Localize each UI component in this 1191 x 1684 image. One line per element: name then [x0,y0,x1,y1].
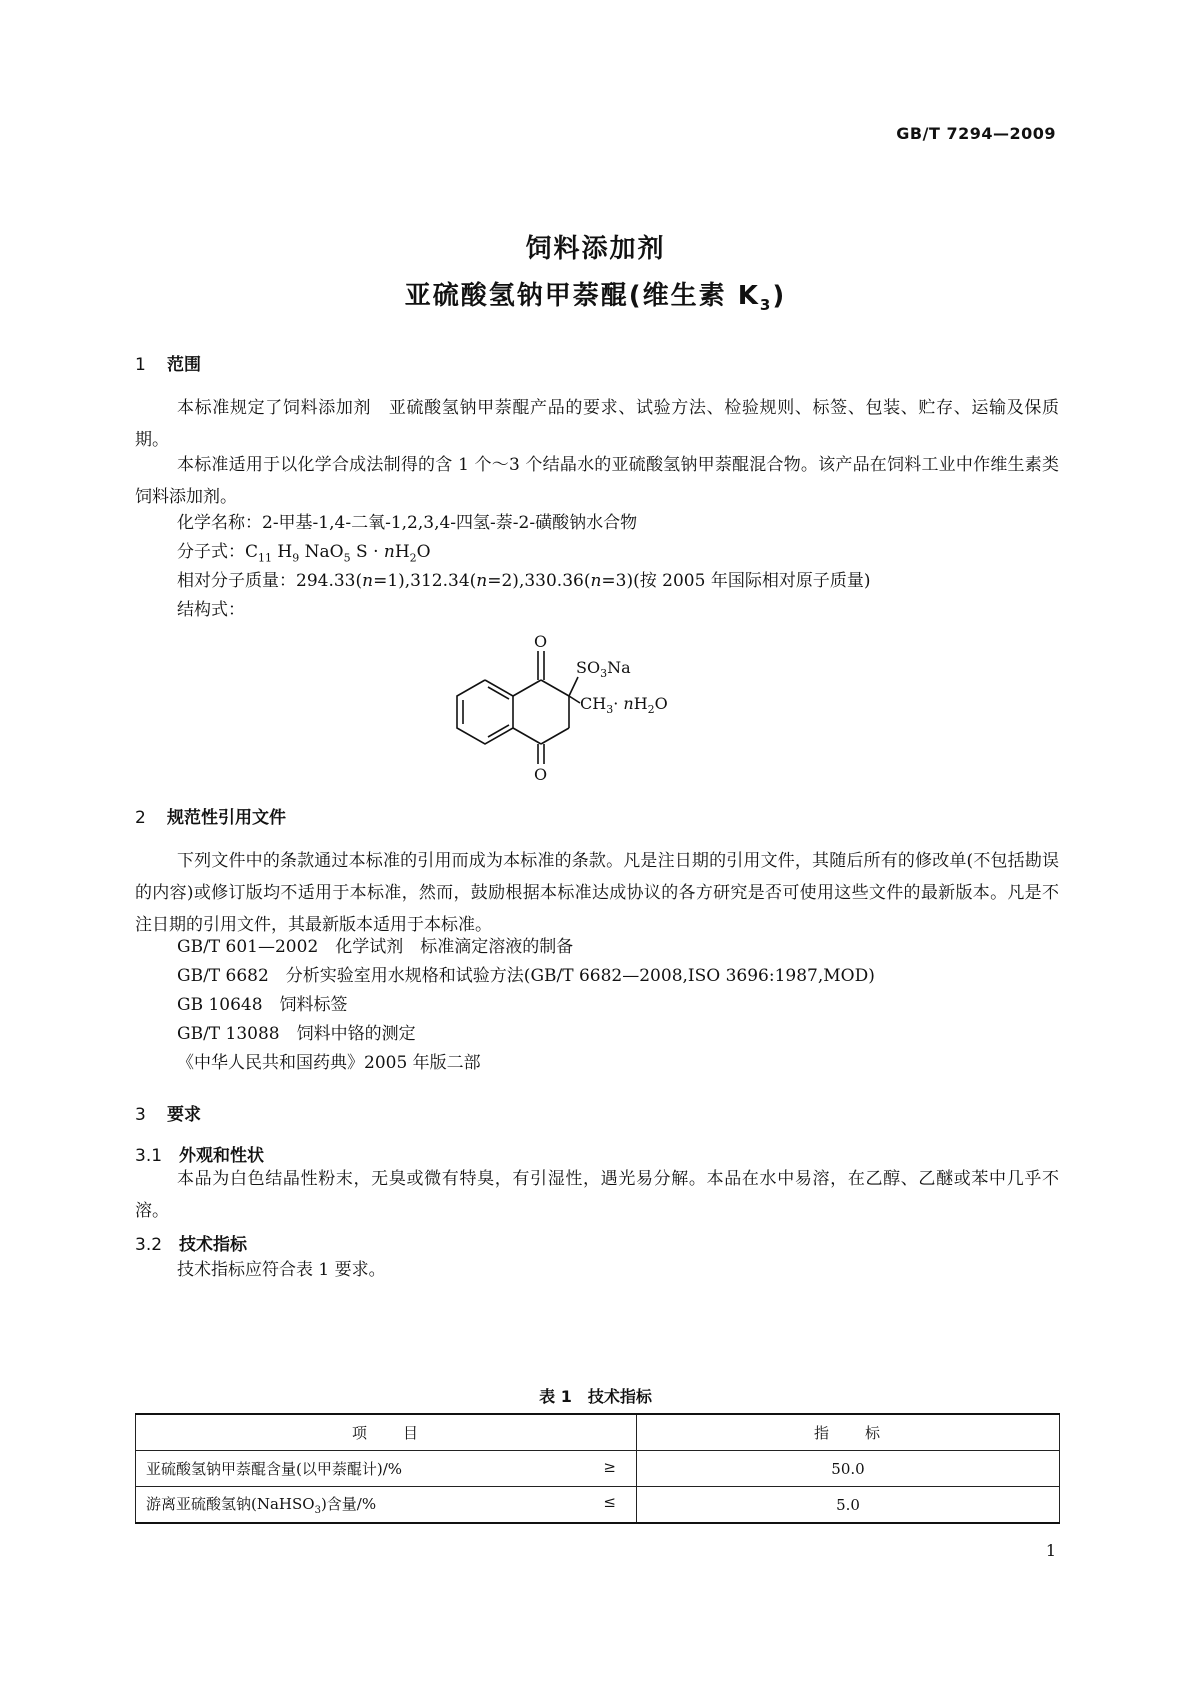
ch3-label: $CH_3\cdot nH_2O$ [580,694,668,716]
reference-item: GB/T 6682 分析实验室用水规格和试验方法(GB/T 6682—2008,ISO 3696:1987,MOD) [177,966,875,986]
tech-intro: 技术指标应符合表 1 要求。 [177,1260,386,1280]
section-3-1-heading: 3.1 外观和性状 [135,1146,264,1166]
bond [541,680,569,696]
bond [569,677,578,696]
bond [541,728,569,744]
carbonyl-o-top: O [534,632,548,651]
structure-label: 结构式： [177,600,245,620]
table-header-row [136,1414,1060,1451]
references-intro: 下列文件中的条款通过本标准的引用而成为本标准的条款。凡是注日期的引用文件，其随后所有的修改单(不包括勘误的内容)或修订版均不适用于本标准，然而，鼓励根据本标准达成协议的各方研究是否可使用这些文件的最新版本。凡是不注日期的引用文件，其最新版本适用于本标准。 [135,851,1059,935]
section-2-heading: 2 规范性引用文件 [135,808,286,828]
scope-paragraph-1: 本标准规定了饲料添加剂 亚硫酸氢钠甲萘醌产品的要求、试验方法、检验规则、标签、包装、贮存、运输及保质期。 [135,398,1059,450]
bond [569,696,580,703]
reference-item: GB 10648 饲料标签 [177,995,348,1015]
table-row [136,1451,1060,1487]
double-bond [488,725,509,737]
bond [513,728,541,744]
title-line-2: 亚硫酸氢钠甲萘醌(维生素 $K_3$) [404,281,787,315]
bond [513,680,541,696]
page-number: 1 [1045,1541,1056,1560]
row-value: 50.0 [637,1451,1060,1487]
benzene-ring [457,680,513,744]
structure-bonds [457,651,580,764]
molecular-mass: 相对分子质量：294.33(n=1),312.34(n=2),330.36(n=3)(按 2005 年国际相对原子质量) [177,571,871,591]
so3na-label: $SO_3Na$ [576,658,631,680]
structural-formula [410,625,690,785]
title-line-1: 饲料添加剂 [525,234,666,264]
table-caption: 表 1 技术指标 [539,1387,652,1406]
row-value: 5.0 [637,1487,1060,1524]
chemical-name: 化学名称：2-甲基-1,4-二氧-1,2,3,4-四氢-萘-2-磺酸钠水合物 [177,513,638,533]
row-item: 亚硫酸氢钠甲萘醌含量(以甲萘醌计)/% ≥ [136,1451,637,1487]
reference-item: 《中华人民共和国药典》2005 年版二部 [177,1053,481,1073]
table-row [136,1487,1060,1524]
spec-table [135,1413,1060,1524]
row-item: 游离亚硫酸氢钠(NaHSO$_3$)含量/% ≤ [136,1487,637,1524]
section-1-heading: 1 范围 [135,355,201,375]
carbonyl-o-bottom: O [534,765,548,784]
header-value: 指 标 [637,1414,1060,1451]
molecular-formula: 分子式：$C_{11}$ $H_9$ NaO$_5$ $S \cdot nH_2O$ [177,542,431,565]
reference-item: GB/T 13088 饲料中铬的测定 [177,1024,416,1044]
section-3-heading: 3 要求 [135,1105,201,1125]
standard-number: GB/T 7294—2009 [896,124,1056,143]
section-3-2-heading: 3.2 技术指标 [135,1235,247,1255]
double-bond [488,687,509,699]
header-item: 项 目 [136,1414,637,1451]
reference-item: GB/T 601—2002 化学试剂 标准滴定溶液的制备 [177,937,574,957]
scope-paragraph-2: 本标准适用于以化学合成法制得的含 1 个～3 个结晶水的亚硫酸氢钠甲萘醌混合物。该产品在饲料工业中作维生素类饲料添加剂。 [135,455,1059,507]
appearance-paragraph: 本品为白色结晶性粉末，无臭或微有特臭，有引湿性，遇光易分解。本品在水中易溶，在乙醇、乙醚或苯中几乎不溶。 [135,1169,1059,1221]
